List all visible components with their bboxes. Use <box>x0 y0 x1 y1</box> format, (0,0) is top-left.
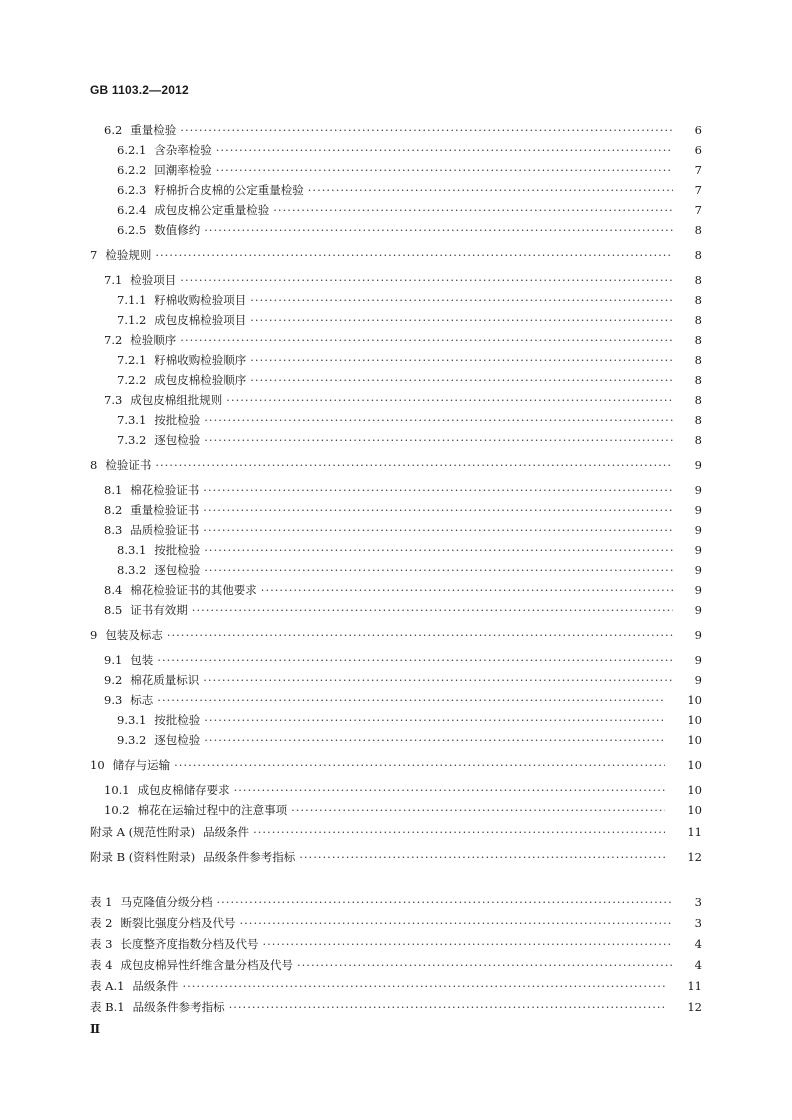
leader-dots <box>308 181 673 199</box>
leader-dots <box>204 731 665 749</box>
entry-title: 棉花检验证书的其他要求 <box>130 583 257 597</box>
toc-entry[interactable] <box>0 848 702 866</box>
leader-dots <box>262 935 672 953</box>
leader-dots <box>174 756 665 774</box>
leader-dots <box>182 977 665 995</box>
toc-entry[interactable] <box>0 581 702 599</box>
entry-page-number: 9 <box>694 603 702 617</box>
leader-dots <box>216 161 673 179</box>
entry-page-number: 9 <box>694 503 702 517</box>
entry-page-number: 8 <box>694 293 702 307</box>
entry-number: 附录 A (规范性附录) <box>90 825 196 839</box>
entry-title: 逐包检验 <box>154 733 201 747</box>
entry-page-number: 8 <box>694 273 702 287</box>
entry-number: 8.3.2 <box>117 563 147 577</box>
entry-title: 籽棉收购检验顺序 <box>154 353 247 367</box>
entry-title: 棉花在运输过程中的注意事项 <box>137 803 288 817</box>
entry-title: 按批检验 <box>154 713 201 727</box>
entry-page-number: 10 <box>687 733 702 747</box>
entry-title: 检验规则 <box>105 248 152 262</box>
leader-dots <box>216 141 673 159</box>
toc-entry[interactable] <box>0 501 702 519</box>
entry-title: 籽棉收购检验项目 <box>154 293 247 307</box>
entry-number: 10.1 <box>104 783 130 797</box>
toc-entry[interactable] <box>0 311 702 329</box>
toc-entry[interactable] <box>0 731 702 749</box>
leader-dots <box>273 201 672 219</box>
entry-number: 7 <box>90 248 98 262</box>
entry-title: 成包皮棉异性纤维含量分档及代号 <box>120 958 293 972</box>
leader-dots <box>180 121 672 139</box>
leader-dots <box>192 601 673 619</box>
leader-dots <box>155 456 672 474</box>
entry-title: 成包皮棉组批规则 <box>130 393 223 407</box>
entry-page-number: 9 <box>694 563 702 577</box>
leader-dots <box>203 521 672 539</box>
entry-page-number: 11 <box>687 979 702 993</box>
entry-number: 6.2.5 <box>117 223 147 237</box>
entry-title: 品级条件参考指标 <box>203 850 296 864</box>
leader-dots <box>204 711 665 729</box>
entry-number: 7.3.2 <box>117 433 147 447</box>
entry-page-number: 9 <box>694 673 702 687</box>
entry-title: 重量检验证书 <box>130 503 200 517</box>
entry-number: 6.2 <box>104 123 123 137</box>
entry-number: 表 2 <box>90 916 113 930</box>
toc-entry[interactable] <box>0 246 702 264</box>
entry-number: 8.5 <box>104 603 123 617</box>
entry-number: 10.2 <box>104 803 130 817</box>
toc-entry[interactable] <box>0 391 702 409</box>
entry-page-number: 9 <box>694 543 702 557</box>
entry-page-number: 3 <box>694 916 702 930</box>
entry-page-number: 10 <box>687 783 702 797</box>
entry-title: 数值修约 <box>154 223 201 237</box>
entry-title: 成包皮棉检验顺序 <box>154 373 247 387</box>
leader-dots <box>234 781 666 799</box>
entry-page-number: 8 <box>694 248 702 262</box>
entry-number: 8.3 <box>104 523 123 537</box>
entry-page-number: 9 <box>694 653 702 667</box>
toc-entry[interactable] <box>0 141 702 159</box>
entry-number: 7.3 <box>104 393 123 407</box>
toc-entry[interactable] <box>0 371 702 389</box>
toc-entry[interactable] <box>0 691 702 709</box>
entry-number: 7.1 <box>104 273 123 287</box>
entry-number: 8 <box>90 458 98 472</box>
entry-title: 逐包检验 <box>154 433 201 447</box>
toc-entry[interactable] <box>0 781 702 799</box>
entry-page-number: 8 <box>694 393 702 407</box>
leader-dots <box>157 691 665 709</box>
entry-title: 籽棉折合皮棉的公定重量检验 <box>154 183 304 197</box>
entry-title: 包装 <box>130 653 154 667</box>
leader-dots <box>203 481 672 499</box>
leader-dots <box>226 391 672 409</box>
toc-entry[interactable] <box>0 671 702 689</box>
entry-page-number: 3 <box>694 895 702 909</box>
entry-page-number: 8 <box>694 373 702 387</box>
entry-number: 7.1.1 <box>117 293 147 307</box>
entry-number: 8.4 <box>104 583 123 597</box>
entry-number: 7.2 <box>104 333 123 347</box>
page-header: GB 1103.2—2012 <box>90 83 189 97</box>
entry-page-number: 9 <box>694 628 702 642</box>
entry-title: 检验项目 <box>130 273 177 287</box>
toc-entry[interactable] <box>0 626 702 644</box>
toc-entry[interactable] <box>0 801 702 819</box>
entry-number: 表 A.1 <box>90 979 125 993</box>
toc-entry[interactable] <box>0 331 702 349</box>
entry-page-number: 9 <box>694 458 702 472</box>
entry-title: 断裂比强度分档及代号 <box>120 916 236 930</box>
entry-page-number: 7 <box>694 163 702 177</box>
leader-dots <box>180 331 672 349</box>
leader-dots <box>155 246 672 264</box>
entry-page-number: 6 <box>694 143 702 157</box>
entry-page-number: 8 <box>694 353 702 367</box>
leader-dots <box>261 581 673 599</box>
table-list-entry[interactable] <box>0 935 702 953</box>
entry-title: 检验证书 <box>105 458 152 472</box>
entry-page-number: 10 <box>687 803 702 817</box>
entry-title: 回潮率检验 <box>154 163 212 177</box>
leader-dots <box>204 561 672 579</box>
entry-page-number: 8 <box>694 413 702 427</box>
entry-title: 逐包检验 <box>154 563 201 577</box>
entry-page-number: 9 <box>694 523 702 537</box>
entry-page-number: 9 <box>694 483 702 497</box>
entry-number: 7.2.1 <box>117 353 147 367</box>
entry-title: 品级条件 <box>132 979 179 993</box>
entry-page-number: 9 <box>694 583 702 597</box>
leader-dots <box>250 291 672 309</box>
entry-number: 表 4 <box>90 958 113 972</box>
entry-title: 储存与运输 <box>112 758 171 772</box>
toc-entry[interactable] <box>0 456 702 474</box>
entry-page-number: 11 <box>687 825 702 839</box>
entry-page-number: 12 <box>687 850 702 864</box>
leader-dots <box>203 501 672 519</box>
entry-number: 9.3 <box>104 693 123 707</box>
entry-page-number: 10 <box>687 693 702 707</box>
entry-page-number: 12 <box>687 1000 702 1014</box>
toc-entry[interactable] <box>0 221 702 239</box>
entry-page-number: 10 <box>687 758 702 772</box>
toc-entry[interactable] <box>0 351 702 369</box>
entry-title: 按批检验 <box>154 413 201 427</box>
leader-dots <box>204 221 672 239</box>
entry-number: 表 B.1 <box>90 1000 125 1014</box>
entry-title: 重量检验 <box>130 123 177 137</box>
entry-title: 成包皮棉检验项目 <box>154 313 247 327</box>
page-number-footer: Ⅱ <box>90 1022 101 1036</box>
leader-dots <box>299 848 665 866</box>
entry-number: 7.2.2 <box>117 373 147 387</box>
entry-title: 马克隆值分级分档 <box>120 895 213 909</box>
entry-title: 长度整齐度指数分档及代号 <box>120 937 259 951</box>
entry-number: 8.3.1 <box>117 543 147 557</box>
toc-entry[interactable] <box>0 431 702 449</box>
entry-number: 表 1 <box>90 895 113 909</box>
table-list-entry[interactable] <box>0 914 702 932</box>
table-list-entry[interactable] <box>0 893 702 911</box>
leader-dots <box>216 893 672 911</box>
entry-number: 9.3.2 <box>117 733 147 747</box>
entry-number: 9.1 <box>104 653 123 667</box>
toc-entry[interactable] <box>0 271 702 289</box>
entry-page-number: 6 <box>694 123 702 137</box>
entry-title: 品级条件参考指标 <box>132 1000 225 1014</box>
leader-dots <box>253 823 665 841</box>
toc-entry[interactable] <box>0 541 702 559</box>
entry-title: 棉花检验证书 <box>130 483 200 497</box>
entry-number: 9.3.1 <box>117 713 147 727</box>
toc-entry[interactable] <box>0 601 702 619</box>
entry-page-number: 4 <box>694 937 702 951</box>
leader-dots <box>180 271 672 289</box>
leader-dots <box>250 371 672 389</box>
entry-page-number: 7 <box>694 183 702 197</box>
entry-number: 7.1.2 <box>117 313 147 327</box>
entry-number: 附录 B (资料性附录) <box>90 850 196 864</box>
entry-number: 6.2.4 <box>117 203 147 217</box>
toc-entry[interactable] <box>0 711 702 729</box>
entry-number: 8.2 <box>104 503 123 517</box>
toc-entry[interactable] <box>0 121 702 139</box>
leader-dots <box>297 956 673 974</box>
entry-title: 品质检验证书 <box>130 523 200 537</box>
toc-entry[interactable] <box>0 756 702 774</box>
toc-entry[interactable] <box>0 201 702 219</box>
entry-title: 证书有效期 <box>130 603 188 617</box>
entry-page-number: 8 <box>694 223 702 237</box>
entry-title: 棉花质量标识 <box>130 673 200 687</box>
leader-dots <box>157 651 672 669</box>
leader-dots <box>204 411 672 429</box>
leader-dots <box>203 671 672 689</box>
entry-number: 10 <box>90 758 105 772</box>
toc-entry[interactable] <box>0 411 702 429</box>
entry-page-number: 7 <box>694 203 702 217</box>
toc-entry[interactable] <box>0 651 702 669</box>
entry-title: 按批检验 <box>154 543 201 557</box>
entry-number: 7.3.1 <box>117 413 147 427</box>
toc-entry[interactable] <box>0 161 702 179</box>
entry-title: 成包皮棉公定重量检验 <box>154 203 270 217</box>
toc-entry[interactable] <box>0 823 702 841</box>
toc-entry[interactable] <box>0 481 702 499</box>
entry-page-number: 8 <box>694 433 702 447</box>
entry-page-number: 10 <box>687 713 702 727</box>
entry-title: 包装及标志 <box>105 628 163 642</box>
entry-page-number: 8 <box>694 313 702 327</box>
leader-dots <box>167 626 673 644</box>
leader-dots <box>291 801 665 819</box>
leader-dots <box>204 431 672 449</box>
entry-number: 9 <box>90 628 98 642</box>
table-list-entry[interactable] <box>0 956 702 974</box>
entry-number: 6.2.1 <box>117 143 147 157</box>
leader-dots <box>250 311 672 329</box>
entry-title: 检验顺序 <box>130 333 177 347</box>
table-list-entry[interactable] <box>0 977 702 995</box>
toc-entry[interactable] <box>0 561 702 579</box>
entry-page-number: 4 <box>694 958 702 972</box>
entry-title: 含杂率检验 <box>154 143 212 157</box>
entry-title: 品级条件 <box>203 825 250 839</box>
leader-dots <box>239 914 672 932</box>
entry-title: 标志 <box>130 693 154 707</box>
entry-title: 成包皮棉储存要求 <box>137 783 230 797</box>
entry-number: 6.2.2 <box>117 163 147 177</box>
leader-dots <box>229 998 666 1016</box>
entry-number: 9.2 <box>104 673 123 687</box>
entry-number: 表 3 <box>90 937 113 951</box>
entry-number: 8.1 <box>104 483 123 497</box>
toc-entry[interactable] <box>0 291 702 309</box>
leader-dots <box>250 351 672 369</box>
leader-dots <box>204 541 672 559</box>
table-list-entry[interactable] <box>0 998 702 1016</box>
toc-entry[interactable] <box>0 181 702 199</box>
toc-entry[interactable] <box>0 521 702 539</box>
entry-number: 6.2.3 <box>117 183 147 197</box>
entry-page-number: 8 <box>694 333 702 347</box>
